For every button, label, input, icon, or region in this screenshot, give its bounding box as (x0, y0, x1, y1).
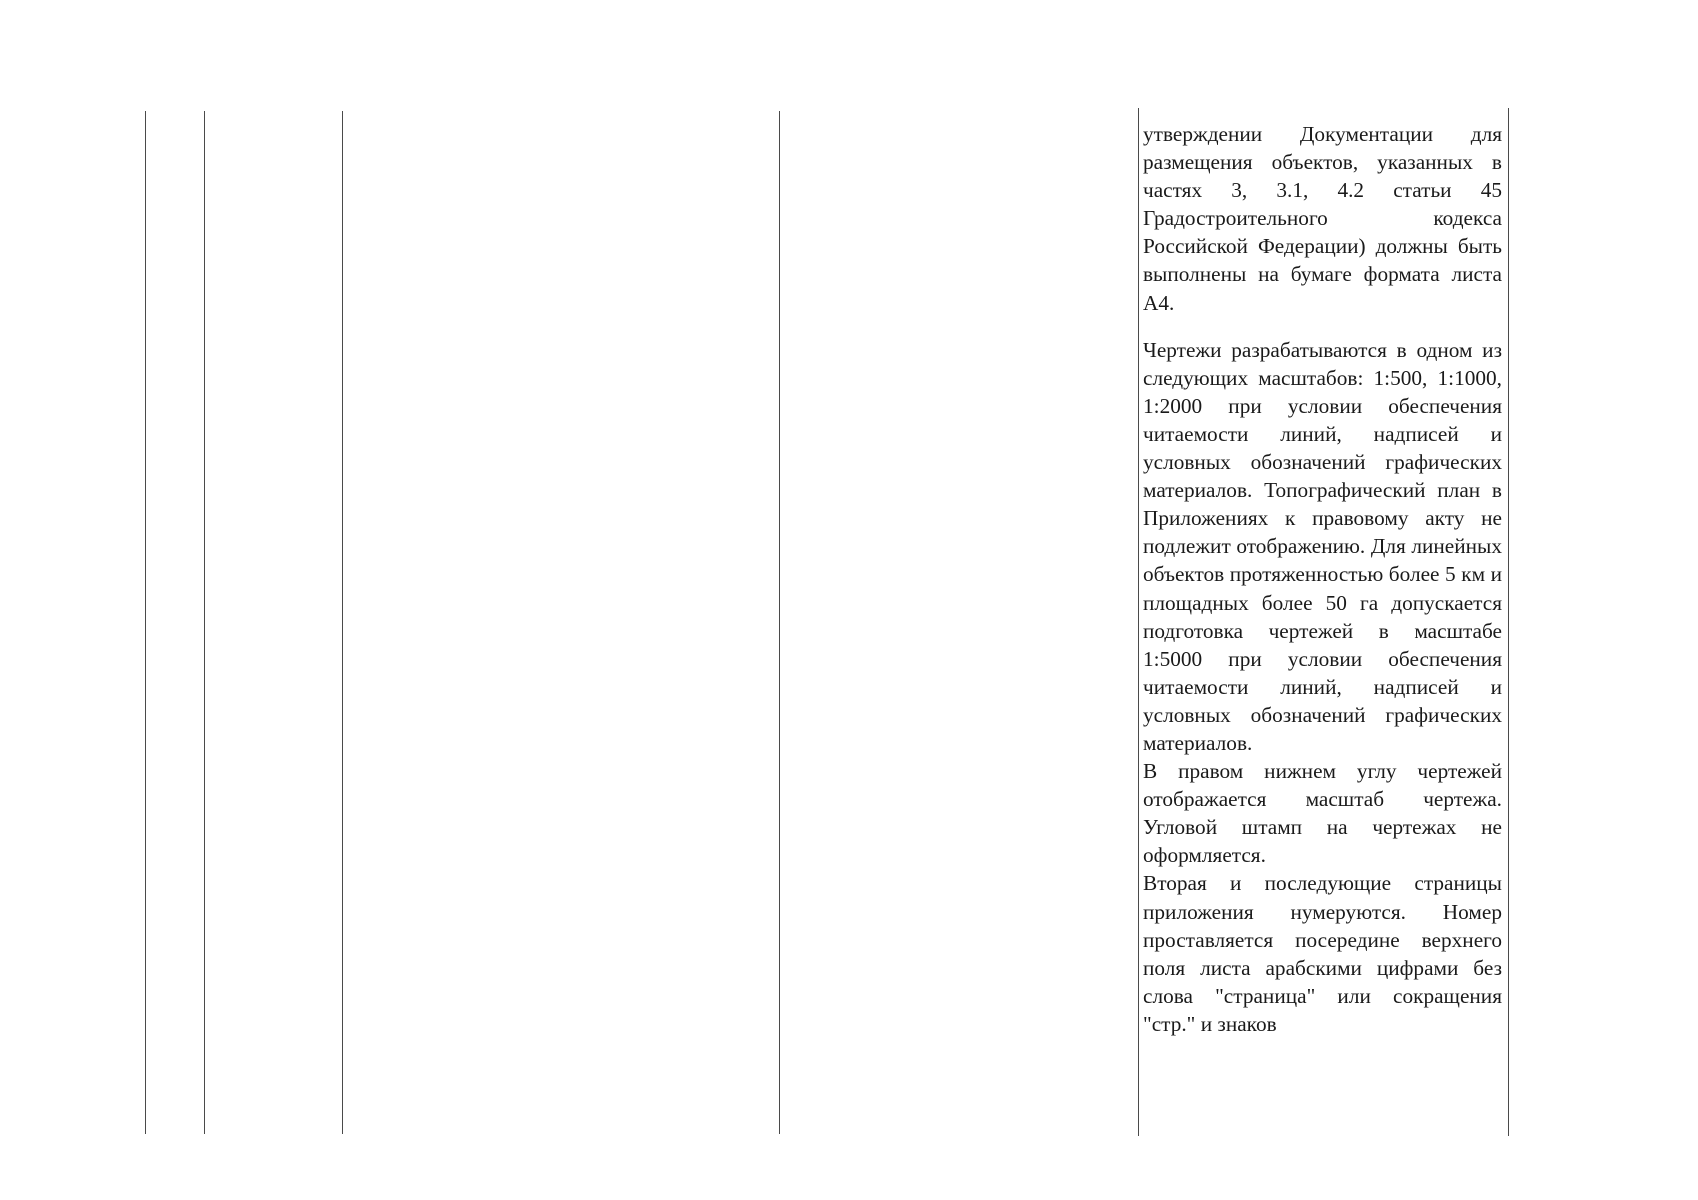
paragraph: утверждении Документации для размещения объектов, указанных в частях 3, 3.1, 4.2 статьи 45 Градостроительного кодекса Российской Федерации) должны быть выполнены на бумаге формата листа А4. (1143, 122, 1502, 315)
table-column-border (1508, 108, 1509, 1136)
paragraph: Чертежи разрабатываются в одном из следующих масштабов: 1:500, 1:1000, 1:2000 при условии обеспечения читаемости линий, надписей и условных обозначений графических материалов. Топографический план в Приложениях к правовому акту не подлежит отображению. Для линейных объектов протяженностью более 5 км и площадных более 50 га допускается подготовка чертежей в масштабе 1:5000 при условии обеспечения читаемости линий, надписей и условных обозначений графических материалов. (1143, 337, 1502, 755)
table-column-border (779, 111, 780, 1134)
table-cell-text (1143, 120, 1502, 1038)
table-column-border (145, 111, 146, 1134)
paragraph: Вторая и последующие страницы приложения нумеруются. Номер проставляется посередине верхнего поля листа арабскими цифрами без слова "страница" или сокращения "стр." и знаков (1143, 871, 1502, 1036)
paragraph: В правом нижнем углу чертежей отображается масштаб чертежа. Угловой штамп на чертежах не оформляется. (1143, 759, 1502, 868)
table-column-border (1138, 108, 1139, 1136)
table-column-border (342, 111, 343, 1134)
table-column-border (204, 111, 205, 1134)
